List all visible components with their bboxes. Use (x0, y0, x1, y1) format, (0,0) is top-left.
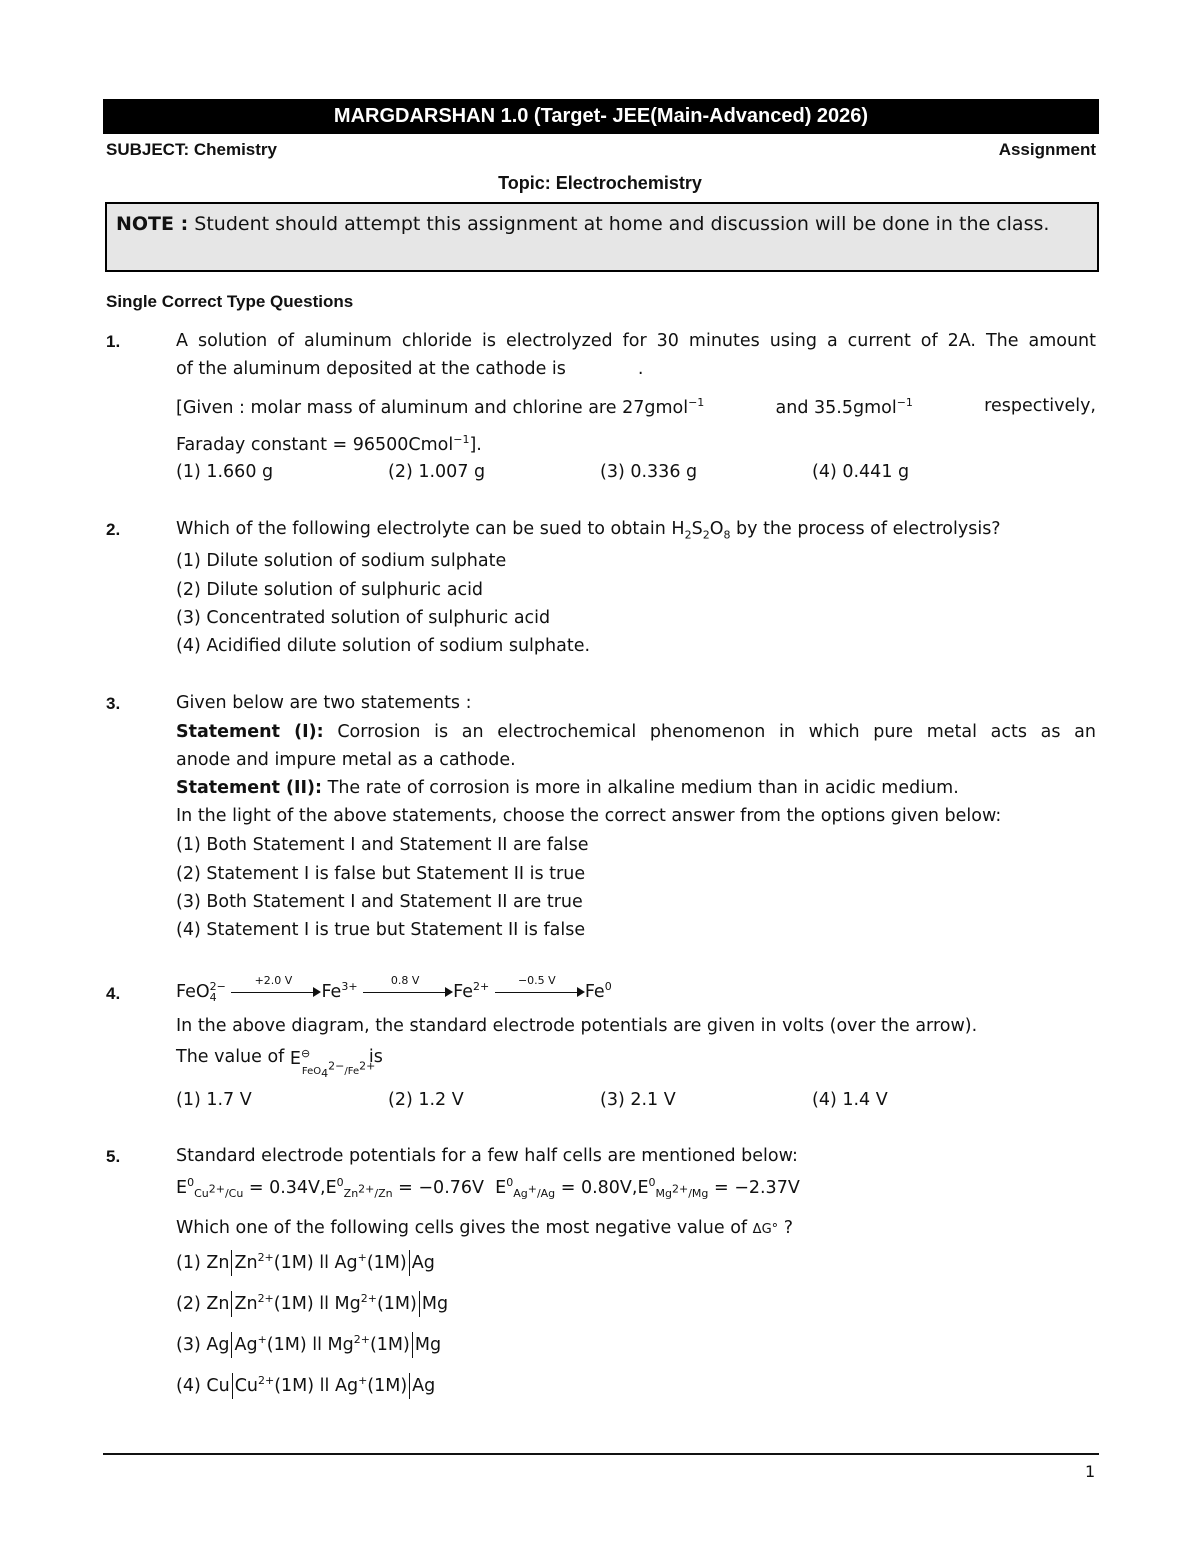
footer-divider (103, 1453, 1099, 1455)
option[interactable]: (1) Both Statement I and Statement II are false (176, 835, 589, 855)
question-text: The value of E⊖ $^{FeO_4^{2-}/Fe^{2+}}$ is (176, 1047, 383, 1080)
section-title: Single Correct Type Questions (106, 292, 354, 311)
topic-label: Topic: Electrochemistry (498, 173, 702, 193)
question-text (176, 359, 644, 379)
given-part: respectively, (984, 396, 1096, 416)
faraday-line: Faraday constant = 96500Cmol$^{-1}$]. (176, 433, 482, 455)
potential: $E^0_{Mg^{2+}/Mg} = -2.37V$ (637, 1176, 800, 1201)
option[interactable]: (3) 2.1 V (600, 1090, 676, 1110)
option[interactable]: (3) Both Statement I and Statement II are true (176, 892, 583, 912)
question-text-part: . (637, 359, 644, 379)
question-text: Standard electrode potentials for a few half cells are mentioned below: (176, 1146, 798, 1166)
potential: $E^0_{Ag^+/Ag} = 0.80V$, (495, 1176, 638, 1201)
note-text: Student should attempt this assignment at home and discussion will be done in the class. (194, 213, 1050, 235)
question-number: 2. (106, 520, 121, 539)
question-text: Which one of the following cells gives the most negative value of ΔG° ? (176, 1218, 794, 1238)
statement-1-cont: anode and impure metal as a cathode. (176, 750, 516, 770)
question-number: 3. (106, 694, 121, 713)
statement-1: Statement (I): Corrosion is an electrochemical phenomenon in which pure metal acts as an (176, 722, 1096, 742)
question-text: In the above diagram, the standard electrode potentials are given in volts (over the arrow). (176, 1016, 978, 1036)
doc-type-label: Assignment (998, 140, 1096, 159)
note-label: NOTE : (116, 213, 189, 235)
potential: $E^0_{Zn^{2+}/Zn} = -0.76V$ (325, 1176, 484, 1201)
question-text: Given below are two statements : (176, 693, 472, 713)
option[interactable]: (2) Statement I is false but Statement II is true (176, 864, 586, 884)
given-part: [Given : molar mass of aluminum and chlorine are 27gmol$^{-1}$ (176, 396, 705, 418)
option[interactable]: (4) Cu $Cu^{2+}(1M)$ ll Ag+(1M) Ag (176, 1373, 435, 1399)
arrow: 0.8 V (363, 983, 453, 1001)
statement-2: Statement (II): The rate of corrosion is more in alkaline medium than in acidic medium. (176, 778, 959, 798)
question-number: 4. (106, 984, 121, 1003)
page-number: 1 (1085, 1462, 1096, 1481)
potentials-line (176, 1176, 800, 1200)
option[interactable]: (2) 1.2 V (388, 1090, 464, 1110)
option[interactable]: (2) Zn $Zn^{2+}(1M)$ ll $Mg^{2+}(1M)$ Mg (176, 1291, 448, 1317)
option[interactable]: (4) 1.4 V (812, 1090, 888, 1110)
question-text: A solution of aluminum chloride is electrolyzed for 30 minutes using a current of 2A. The amount (176, 331, 1096, 351)
reaction-diagram: FeO 2− 4 +2.0 V $Fe^{3+}$ 0.8 V $Fe^{2+}$ −0.5 V Fe$^0$ (176, 973, 612, 1004)
option[interactable]: (3) Concentrated solution of sulphuric acid (176, 608, 551, 628)
option[interactable]: (1) 1.7 V (176, 1090, 252, 1110)
option[interactable]: (3) Ag Ag+(1M) ll $Mg^{2+}(1M)$ Mg (176, 1332, 441, 1358)
given-line (176, 396, 1096, 418)
option[interactable]: (4) Statement I is true but Statement II is false (176, 920, 586, 940)
option[interactable]: (1) Dilute solution of sodium sulphate (176, 551, 507, 571)
question-text-part: of the aluminum deposited at the cathode is (176, 359, 566, 379)
instruction-text: In the light of the above statements, choose the correct answer from the options given below: (176, 806, 1002, 826)
given-part: and 35.5gmol$^{-1}$ (775, 396, 913, 418)
option[interactable]: (2) Dilute solution of sulphuric acid (176, 580, 484, 600)
option[interactable]: (1) 1.660 g (176, 462, 274, 482)
arrow: −0.5 V (495, 983, 585, 1001)
question-number: 5. (106, 1147, 121, 1166)
subject-label: SUBJECT: Chemistry (106, 140, 277, 159)
potential: $E^0_{Cu^{2+}/Cu} = 0.34V$, (176, 1176, 326, 1201)
option[interactable]: (1) Zn $Zn^{2+}(1M)$ ll Ag+(1M) Ag (176, 1250, 435, 1276)
arrow: +2.0 V (231, 983, 321, 1001)
option[interactable]: (4) Acidified dilute solution of sodium sulphate. (176, 636, 591, 656)
question-text: Which of the following electrolyte can be sued to obtain $H_2S_2O_8$ by the process of electrolysis? (176, 519, 1001, 542)
title-banner: MARGDARSHAN 1.0 (Target- JEE(Main-Advanced) 2026) (103, 99, 1099, 134)
note-box (105, 202, 1099, 272)
option[interactable]: (4) 0.441 g (812, 462, 910, 482)
option[interactable]: (2) 1.007 g (388, 462, 486, 482)
question-number: 1. (106, 332, 121, 351)
option[interactable]: (3) 0.336 g (600, 462, 698, 482)
